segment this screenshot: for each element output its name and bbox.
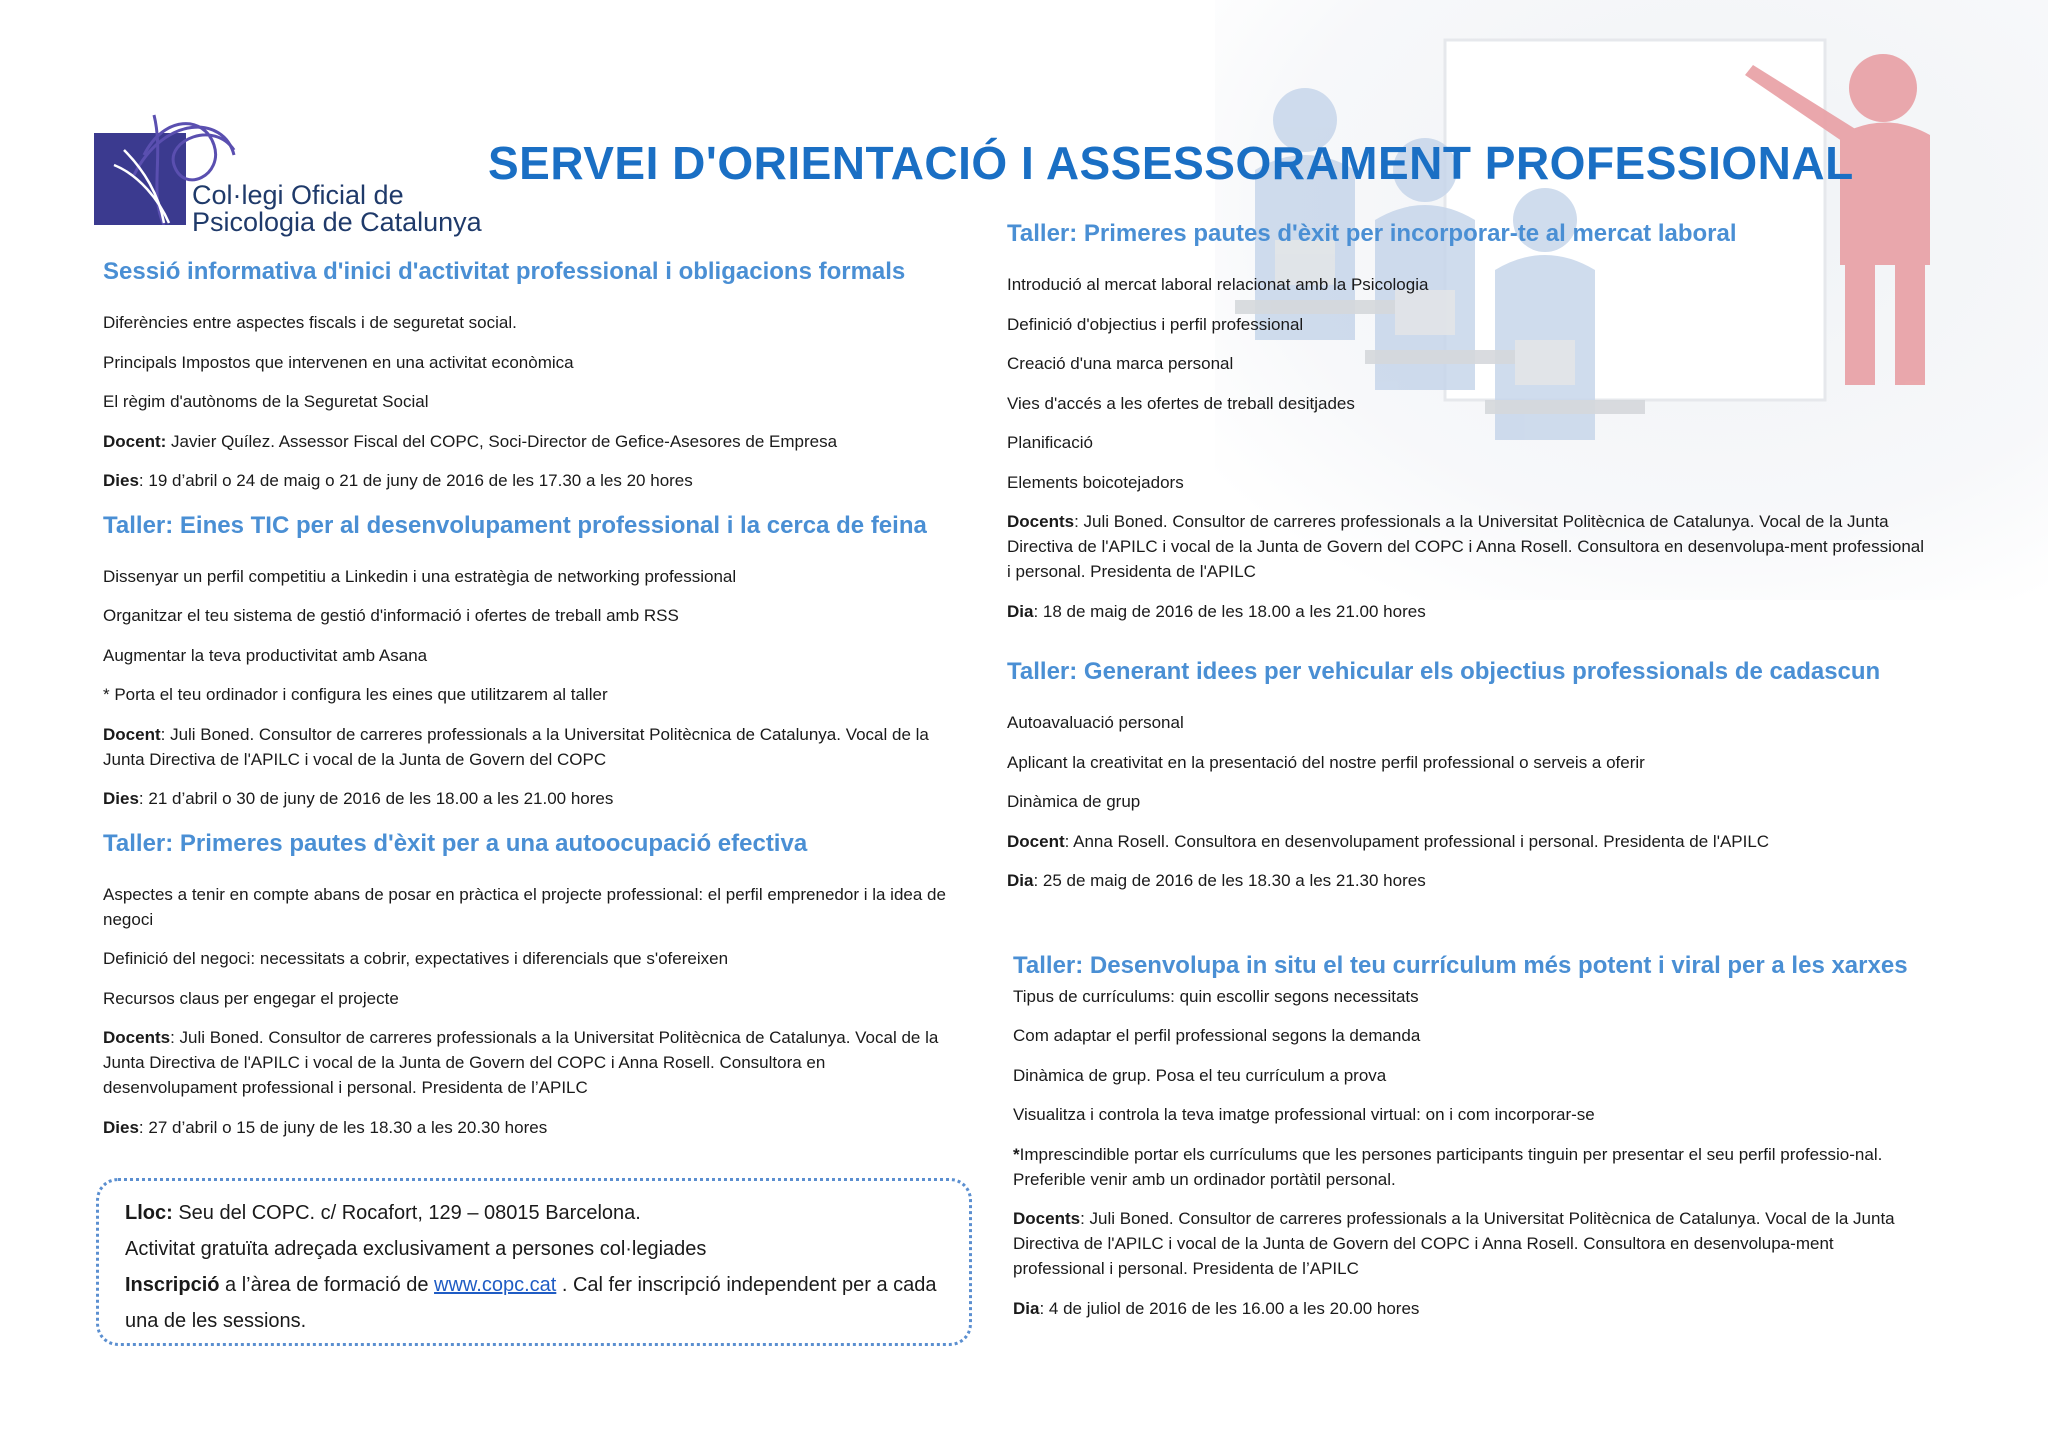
inscripcio-line [125,1267,943,1339]
docent-line [1007,509,1927,584]
date-text: : 25 de maig de 2016 de les 18.30 a les 21.30 hores [1033,871,1426,890]
docent-line [1007,829,1927,854]
docent-line [1013,1206,1927,1281]
list-item: Aplicant la creativitat en la presentació del nostre perfil professional o serveis a oferir [1007,752,1645,772]
dates-text: : 19 d’abril o 24 de maig o 21 de juny de 2016 de les 17.30 a les 20 hores [138,471,693,490]
lloc-line [125,1195,943,1231]
docent-label: Docent [103,724,161,744]
logo-text [192,182,482,236]
list-item: Planificació [1007,433,1093,452]
lloc-text: Seu del COPC. c/ Rocafort, 129 – 08015 Barcelona. [172,1202,641,1224]
docent-label: Docent [1007,831,1065,851]
date-label: Dia [1007,601,1034,621]
docent-text: : Anna Rosell. Consultora en desenvolupament professional i personal. Presidenta de l'APILC [1064,831,1770,851]
docent-text: : Juli Boned. Consultor de carreres professionals a la Universitat Politècnica de Catalunya. Vocal de la Junta Directiva de l'APILC i vocal de la Junta de Govern del COPC [103,724,929,769]
section-title: Sessió informativa d'inici d'activitat professional i obligacions formals [103,258,906,285]
section-title: Taller: Primeres pautes d'èxit per a una autoocupació efectiva [103,829,808,857]
docent-text: : Juli Boned. Consultor de carreres professionals a la Universitat Politècnica de Catalunya. Vocal de la Junta Directiva de l'APILC i vocal de la Junta de Govern del COPC i Anna Rosell. Consultora en desenvolupa-ment professional i personal. Presidenta de l’APILC [1013,1209,1895,1278]
lloc-label: Lloc: [125,1202,173,1224]
list-item: Dinàmica de grup [1007,792,1141,811]
page-title: SERVEI D'ORIENTACIÓ I ASSESSORAMENT PROFESSIONAL [488,137,1854,189]
list-item: Visualitza i controla la teva imatge professional virtual: on i com incorporar-se [1013,1105,1595,1124]
section-curriculum [1013,952,1927,1321]
dates-label: Dies [103,471,139,490]
section-title: Taller: Eines TIC per al desenvolupament professional i la cerca de feina [103,511,927,539]
list-item: Introdució al mercat laboral relacionat amb la Psicologia [1007,275,1429,294]
list-item: Autoavaluació personal [1007,713,1184,732]
dates-label: Dies [103,1117,139,1137]
date-line [1007,868,1927,893]
list-item: Dissenyar un perfil competitiu a Linkedin i una estratègia de networking professional [103,566,737,586]
note-text: Imprescindible portar els currículums que les persones participants tinguin per presentar el seu perfil professio-nal. Preferible venir amb un ordinador portàtil personal. [1013,1144,1883,1189]
docent-text: : Juli Boned. Consultor de carreres professionals a la Universitat Politècnica de Catalunya. Vocal de la Junta Directiva de l'APILC i vocal de la Junta de Govern del COPC i Anna Rosell. Consultora en desenvolupament professional i personal. Presidenta de l’APILC [103,1028,939,1097]
inscripcio-pre: a l’àrea de formació de [219,1274,435,1296]
section-generant-idees [1007,658,1927,893]
docent-label: Docents [1007,512,1075,531]
date-label: Dia [1013,1298,1040,1318]
dates-text: : 21 d’abril o 30 de juny de 2016 de les 18.00 a les 21.00 hores [138,789,614,808]
list-item: Definició d'objectius i perfil professional [1007,314,1304,334]
docent-label: Docent: [103,431,167,451]
section-mercat-laboral [1007,220,1927,624]
list-item: Organitzar el teu sistema de gestió d'informació i ofertes de treball amb RSS [103,606,679,625]
docent-text: : Juli Boned. Consultor de carreres professionals a la Universitat Politècnica de Catalunya. Vocal de la Junta Directiva de l'APILC i vocal de la Junta de Govern del COPC i Anna Rosell. Consultora en desenvolupa-ment professional i personal. Presidenta de l'APILC [1007,512,1925,581]
list-item: Principals Impostos que intervenen en una activitat econòmica [103,352,574,372]
section-autoocupacio [103,830,963,1140]
list-item: Dinàmica de grup. Posa el teu currículum a prova [1013,1065,1387,1085]
docent-label: Docents [103,1028,171,1047]
section-eines-tic [103,512,963,812]
date-text: : 18 de maig de 2016 de les 18.00 a les 21.00 hores [1033,601,1426,621]
activitat-line: Activitat gratuïta adreçada exclusivament a persones col·legiades [125,1238,707,1260]
note-line [1013,1142,1927,1192]
docent-text: Javier Quílez. Assessor Fiscal del COPC, Soci-Director de Gefice-Asesores de Empresa [166,431,838,451]
date-text: : 4 de juliol de 2016 de les 16.00 a les 20.00 hores [1039,1298,1420,1318]
list-item: Tipus de currículums: quin escollir segons necessitats [1013,986,1419,1006]
section-inici-activitat [103,258,963,493]
left-column [103,258,963,1154]
right-column [1007,220,1927,1335]
list-item: * Porta el teu ordinador i configura les eines que utilitzarem al taller [103,685,608,704]
section-title: Taller: Primeres pautes d'èxit per incorporar-te al mercat laboral [1007,220,1737,247]
list-item: Diferències entre aspectes fiscals i de seguretat social. [103,313,517,332]
date-label: Dia [1007,871,1034,890]
inscripcio-label: Inscripció [125,1274,220,1296]
docent-line [103,429,963,454]
copc-link[interactable]: www.copc.cat [434,1274,557,1296]
list-item: Vies d'accés a les ofertes de treball desitjades [1007,393,1355,413]
docent-line [103,1025,963,1100]
dates-line [103,1115,963,1140]
list-item: Recursos claus per engegar el projecte [103,988,399,1008]
list-item: Definició del negoci: necessitats a cobrir, expectatives i diferencials que s'ofereixen [103,949,729,968]
section-title: Taller: Desenvolupa in situ el teu currículum més potent i viral per a les xarxes [1013,951,1908,979]
note-mark: * [1013,1144,1020,1164]
logo-line-2: Psicologia de Catalunya [192,207,482,237]
dates-line [103,786,963,811]
docent-line [103,722,963,772]
info-box [96,1178,972,1346]
logo-line-1: Col·legi Oficial de [192,180,404,210]
section-title: Taller: Generant idees per vehicular els objectius professionals de cadascun [1007,658,1881,685]
inscripcio-post: . Cal fer inscripció independent per a cada una de les sessions. [125,1274,937,1332]
list-item: Augmentar la teva productivitat amb Asana [103,645,428,665]
list-item: Aspectes a tenir en compte abans de posar en pràctica el projecte professional: el perfil emprenedor i la idea de negoci [103,884,946,929]
dates-label: Dies [103,789,139,808]
list-item: Creació d'una marca personal [1007,354,1234,373]
date-line [1013,1296,1927,1321]
list-item: Elements boicotejadors [1007,472,1184,492]
list-item: El règim d'autònoms de la Seguretat Social [103,392,429,411]
docent-label: Docents [1013,1209,1081,1228]
dates-text: : 27 d’abril o 15 de juny de les 18.30 a les 20.30 hores [138,1117,548,1137]
list-item: Com adaptar el perfil professional segons la demanda [1013,1026,1421,1045]
date-line [1007,599,1927,624]
dates-line [103,468,963,493]
